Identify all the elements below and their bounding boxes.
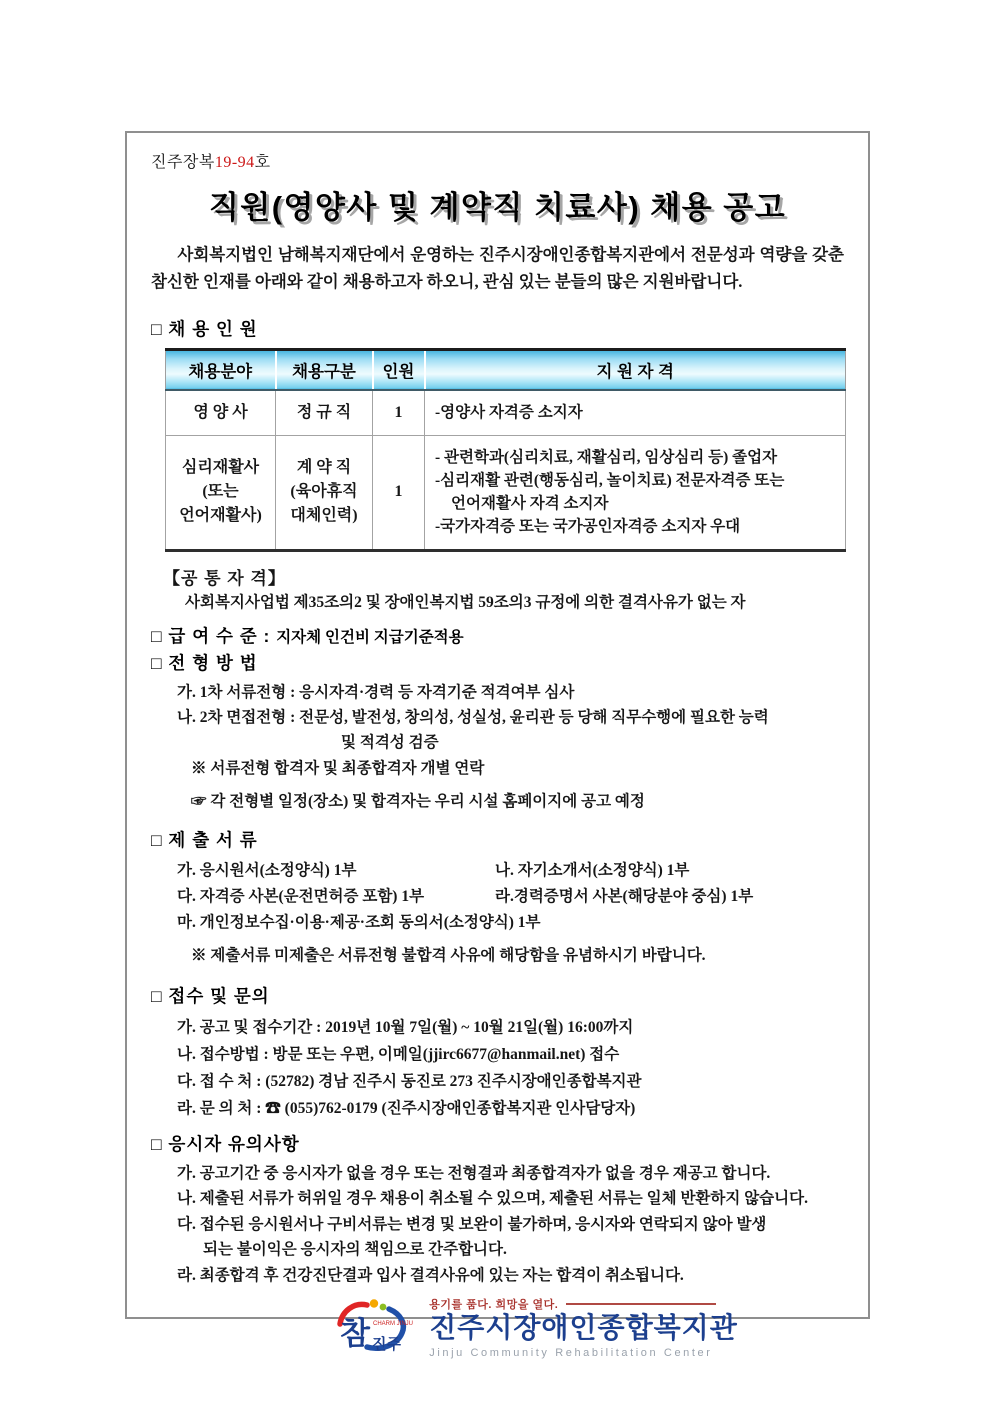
cell-field [166,435,276,550]
apply-item-period: 가. 공고 및 접수기간 : 2019년 10월 7일(월) ~ 10월 21일(월) 16:00까지 [177,1018,634,1036]
organization-name-block [429,1296,738,1358]
document-item-ga: 가. 응시원서(소정양식) 1부 [177,861,357,879]
doc-number-prefix: 진주장복 [151,154,215,171]
doc-number-red: 19-94 [214,154,255,171]
cell-count: 1 [373,390,425,436]
table-row-therapist [166,435,846,550]
selection-item-1: 가. 1차 서류전형 : 응시자격·경력 등 자격기준 적격여부 심사 [177,683,575,701]
salary-body: 지자체 인건비 지급기준적용 [276,628,464,646]
cell-qualification [425,435,846,550]
cell-type-line: (육아휴직 [290,483,358,501]
section-heading-apply: □ 접수 및 문의 [151,986,270,1007]
qualification-line: -심리재활 관련(행동심리, 놀이치료) 전문자격증 또는 [435,471,785,489]
col-header-type: 채용구분 [276,349,373,390]
section-heading-documents: □ 제 출 서 류 [151,830,258,851]
cell-field-line: 심리재활사 [181,459,260,477]
page-title: 직원(영양사 및 계약직 치료사) 채용 공고 [208,190,787,225]
notice-item-3-continued: 되는 불이익은 응시자의 책임으로 간주합니다. [203,1241,507,1259]
notice-item-1: 가. 공고기간 중 응시자가 없을 경우 또는 전형결과 최종합격자가 없을 경우 재공고 합니다. [177,1164,771,1182]
table-header-row [166,349,846,390]
cell-qualification: -영양사 자격증 소지자 [425,390,846,436]
tagline-rule [566,1303,716,1305]
cell-field: 영 양 사 [166,390,276,436]
document-item-ma: 마. 개인정보수집·이용·제공·조회 동의서(소정양식) 1부 [177,914,541,932]
qualification-line: -국가자격증 또는 국가공인자격증 소지자 우대 [435,518,741,536]
section-heading-notice: □ 응시자 유의사항 [151,1134,300,1155]
organization-tagline: 용기를 품다. 희망을 열다. [429,1299,559,1312]
tagline-row [429,1296,738,1312]
charm-jinju-logo-icon [329,1298,421,1358]
cell-field-line: (또는 [202,483,239,501]
intro-paragraph: 사회복지법인 남해복지재단에서 운영하는 진주시장애인종합복지관에서 전문성과 역량을 갖춘 참신한 인재를 아래와 같이 채용하고자 하오니, 관심 있는 분들의 많은 지원바랍니다. [151,245,844,291]
cell-count: 1 [373,435,425,550]
section-heading-salary [151,624,844,649]
badge-char: 참 [340,1315,371,1351]
selection-pointer-note: ☞ 각 전형별 일정(장소) 및 합격자는 우리 시설 홈페이지에 공고 예정 [191,793,645,811]
selection-item-2-continued: 및 적격성 검증 [341,733,439,751]
cell-field-line: 언어재활사) [179,507,262,525]
document-item-ra: 라.경력증명서 사본(해당분야 중심) 1부 [495,887,754,905]
section-heading-selection: □ 전 형 방 법 [151,653,258,674]
common-qualification-heading: 【공 통 자 격】 [163,568,286,588]
section-heading-recruit: □ 채 용 인 원 [151,319,258,340]
organization-name-english: Jinju Community Rehabilitation Center [429,1346,713,1359]
salary-heading: □ 급 여 수 준 : [151,625,277,646]
documents-note: ※ 제출서류 미제출은 서류전형 불합격 사유에 해당함을 유념하시기 바랍니다. [191,946,706,964]
cell-type [276,435,373,550]
documents-row-1 [177,858,844,884]
table-row-dietitian [166,390,846,436]
doc-number [151,149,844,172]
apply-item-address: 다. 접 수 처 : (52782) 경남 진주시 동진로 273 진주시장애인종합복지관 [177,1072,642,1090]
badge-sub-text: 진주 [372,1335,402,1353]
apply-item-contact: 라. 문 의 처 : ☎ (055)762-0179 (진주시장애인종합복지관 인사담당자) [177,1100,636,1118]
selection-note: ※ 서류전형 합격자 및 최종합격자 개별 연락 [191,759,485,777]
cell-type: 정 규 직 [276,390,373,436]
cell-type-line: 대체인력) [290,507,358,525]
notice-item-2: 나. 제출된 서류가 허위일 경우 채용이 취소될 수 있으며, 제출된 서류는 일체 반환하지 않습니다. [177,1190,808,1208]
notice-item-3: 다. 접수된 응시원서나 구비서류는 변경 및 보완이 불가하며, 응시자와 연락되지 않아 발생 [177,1215,767,1233]
badge-small-text: CHARM JINJU [373,1320,414,1327]
document-page [125,131,870,1359]
document-item-na: 나. 자기소개서(소정양식) 1부 [495,861,690,879]
cell-type-line: 계 약 직 [296,459,352,477]
col-header-qualification: 지 원 자 격 [425,349,846,390]
organization-logo [187,1296,880,1358]
common-qualification-body: 사회복지사업법 제35조의2 및 장애인복지법 59조의3 규정에 의한 결격사유가 없는 자 [185,593,746,611]
qualification-line: - 관련학과(심리치료, 재활심리, 임상심리 등) 졸업자 [435,448,778,466]
documents-row-2 [177,884,844,910]
selection-item-2: 나. 2차 면접전형 : 전문성, 발전성, 창의성, 성실성, 윤리관 등 당해 직무수행에 필요한 능력 [177,709,769,727]
notice-item-4: 라. 최종합격 후 건강진단결과 입사 결격사유에 있는 자는 합격이 취소됩니다. [177,1266,684,1284]
recruit-table [165,348,846,552]
col-header-field: 채용분야 [166,349,276,390]
col-header-count: 인원 [373,349,425,390]
organization-name-korean: 진주시장애인종합복지관 [429,1312,738,1344]
qualification-line: 언어재활사 자격 소지자 [451,495,609,513]
apply-item-method: 나. 접수방법 : 방문 또는 우편, 이메일(jjirc6677@hanmail.net) 접수 [177,1045,620,1063]
document-item-da: 다. 자격증 사본(운전면허증 포함) 1부 [177,887,425,905]
doc-number-suffix: 호 [254,154,271,171]
documents-row-3 [177,910,844,936]
